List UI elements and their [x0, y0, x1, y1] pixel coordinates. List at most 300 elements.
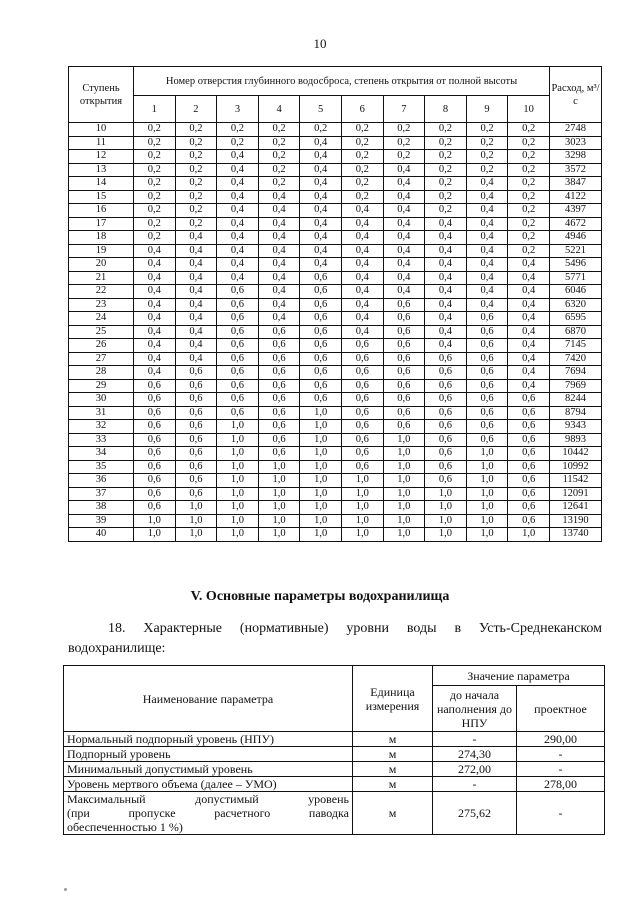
opening-cell: 0,2: [175, 190, 217, 204]
opening-cell: 0,6: [258, 447, 300, 461]
opening-cell: 0,6: [466, 366, 508, 380]
param-name-cell: [64, 792, 353, 835]
flow-cell: 13740: [550, 528, 602, 542]
param-name-line: обеспеченностью 1 %): [67, 820, 183, 834]
opening-cell: 0,6: [383, 406, 425, 420]
step-cell: 21: [69, 271, 134, 285]
opening-cell: 0,6: [425, 352, 467, 366]
opening-cell: 0,6: [134, 433, 176, 447]
opening-cell: 0,4: [217, 190, 259, 204]
opening-cell: 1,0: [217, 433, 259, 447]
step-cell: 32: [69, 420, 134, 434]
opening-cell: 0,6: [383, 393, 425, 407]
opening-cell: 0,6: [134, 447, 176, 461]
opening-cell: 0,6: [466, 339, 508, 353]
opening-cell: 0,2: [425, 204, 467, 218]
param-name-cell: Уровень мертвого объема (далее – УМО): [64, 777, 353, 792]
opening-cell: 0,6: [383, 325, 425, 339]
opening-cell: 0,6: [300, 339, 342, 353]
table-row: [69, 406, 602, 420]
opening-cell: 0,2: [383, 136, 425, 150]
step-cell: 40: [69, 528, 134, 542]
opening-cell: 1,0: [258, 528, 300, 542]
opening-cell: 0,4: [258, 285, 300, 299]
opening-cell: 0,4: [341, 271, 383, 285]
opening-cell: 0,6: [134, 460, 176, 474]
opening-cell: 0,6: [383, 339, 425, 353]
opening-cell: 0,4: [217, 163, 259, 177]
step-cell: 38: [69, 501, 134, 515]
opening-cell: 0,6: [217, 298, 259, 312]
opening-cell: 0,6: [258, 433, 300, 447]
opening-cell: 1,0: [466, 501, 508, 515]
opening-cell: 1,0: [383, 487, 425, 501]
opening-cell: 0,4: [300, 258, 342, 272]
opening-cell: 0,4: [217, 150, 259, 164]
opening-cell: 1,0: [425, 487, 467, 501]
opening-cell: 0,2: [508, 150, 550, 164]
opening-cell: 0,4: [300, 244, 342, 258]
paragraph-line-2: водохранилище:: [68, 641, 166, 656]
step-cell: 39: [69, 514, 134, 528]
step-cell: 12: [69, 150, 134, 164]
before-filling-cell: 272,00: [433, 762, 517, 777]
opening-cell: 0,4: [175, 244, 217, 258]
opening-cell: 0,4: [258, 271, 300, 285]
opening-cell: 0,6: [466, 379, 508, 393]
design-cell: 278,00: [517, 777, 605, 792]
opening-cell: 0,2: [134, 150, 176, 164]
opening-cell: 1,0: [300, 487, 342, 501]
opening-cell: 0,4: [175, 352, 217, 366]
step-cell: 35: [69, 460, 134, 474]
flow-cell: 7145: [550, 339, 602, 353]
opening-cell: 0,6: [425, 379, 467, 393]
flow-cell: 3572: [550, 163, 602, 177]
opening-cell: 0,4: [466, 217, 508, 231]
table-row: [69, 150, 602, 164]
opening-cell: 1,0: [341, 487, 383, 501]
opening-cell: 0,4: [383, 177, 425, 191]
opening-cell: 0,6: [425, 393, 467, 407]
opening-cell: 0,6: [175, 433, 217, 447]
opening-cell: 0,4: [466, 204, 508, 218]
paragraph-18: [68, 619, 602, 659]
opening-cell: 0,4: [508, 258, 550, 272]
opening-cell: 1,0: [258, 460, 300, 474]
table-row: [69, 474, 602, 488]
table-row: [69, 258, 602, 272]
opening-cell: 1,0: [258, 487, 300, 501]
flow-cell: 5771: [550, 271, 602, 285]
opening-cell: 0,6: [258, 339, 300, 353]
opening-cell: 0,4: [217, 204, 259, 218]
opening-cell: 0,4: [466, 271, 508, 285]
opening-cell: 0,4: [134, 244, 176, 258]
opening-cell: 0,4: [425, 312, 467, 326]
opening-cell: 0,6: [466, 325, 508, 339]
opening-cell: 0,6: [425, 447, 467, 461]
flow-cell: 6870: [550, 325, 602, 339]
flow-cell: 8244: [550, 393, 602, 407]
table-row: [69, 123, 602, 137]
opening-cell: 0,6: [258, 420, 300, 434]
opening-number-header: 1: [134, 96, 176, 123]
opening-cell: 0,2: [175, 204, 217, 218]
flow-cell: 9343: [550, 420, 602, 434]
opening-cell: 0,6: [175, 393, 217, 407]
step-cell: 20: [69, 258, 134, 272]
opening-cell: 0,4: [134, 339, 176, 353]
flow-cell: 7420: [550, 352, 602, 366]
flow-cell: 10992: [550, 460, 602, 474]
opening-cell: 0,2: [508, 190, 550, 204]
opening-cell: 0,6: [341, 433, 383, 447]
table-row: [69, 204, 602, 218]
opening-cell: 0,6: [300, 298, 342, 312]
opening-cell: 0,2: [217, 136, 259, 150]
opening-cell: 0,4: [300, 150, 342, 164]
opening-cell: 0,4: [425, 298, 467, 312]
unit-cell: м: [353, 732, 433, 747]
opening-cell: 0,6: [175, 487, 217, 501]
step-cell: 26: [69, 339, 134, 353]
opening-cell: 0,6: [425, 474, 467, 488]
opening-cell: 0,6: [300, 366, 342, 380]
opening-cell: 0,4: [425, 217, 467, 231]
opening-cell: 0,6: [508, 460, 550, 474]
opening-cell: 0,6: [341, 366, 383, 380]
opening-cell: 0,6: [175, 460, 217, 474]
opening-cell: 0,2: [425, 177, 467, 191]
table-row: [64, 732, 605, 747]
opening-cell: 0,2: [425, 150, 467, 164]
flow-cell: 6046: [550, 285, 602, 299]
opening-cell: 0,4: [134, 258, 176, 272]
opening-cell: 0,6: [341, 460, 383, 474]
opening-cell: 0,2: [425, 163, 467, 177]
opening-cell: 0,6: [466, 393, 508, 407]
opening-cell: 0,2: [134, 163, 176, 177]
flow-cell: 7694: [550, 366, 602, 380]
flow-cell: 4397: [550, 204, 602, 218]
opening-cell: 0,6: [508, 474, 550, 488]
opening-cell: 1,0: [217, 514, 259, 528]
opening-cell: 0,4: [134, 298, 176, 312]
opening-cell: 0,2: [341, 190, 383, 204]
opening-cell: 0,4: [466, 231, 508, 245]
opening-cell: 0,4: [258, 312, 300, 326]
table-row: [69, 217, 602, 231]
table-row: [64, 792, 605, 835]
flow-cell: 5496: [550, 258, 602, 272]
opening-cell: 0,4: [217, 258, 259, 272]
opening-cell: 0,6: [258, 406, 300, 420]
opening-cell: 0,2: [341, 177, 383, 191]
step-cell: 37: [69, 487, 134, 501]
opening-number-header: 7: [383, 96, 425, 123]
opening-cell: 0,2: [508, 204, 550, 218]
opening-cell: 1,0: [217, 528, 259, 542]
opening-cell: 0,2: [175, 217, 217, 231]
value-group-header: Значение параметра: [433, 666, 605, 686]
opening-cell: 0,4: [425, 231, 467, 245]
opening-cell: 0,2: [508, 217, 550, 231]
opening-number-header: 10: [508, 96, 550, 123]
opening-cell: 0,4: [341, 298, 383, 312]
before-filling-cell: 274,30: [433, 747, 517, 762]
table-row: [69, 420, 602, 434]
opening-number-header: 6: [341, 96, 383, 123]
opening-cell: 0,2: [466, 136, 508, 150]
opening-cell: 0,4: [508, 285, 550, 299]
opening-cell: 0,6: [134, 474, 176, 488]
opening-cell: 0,4: [508, 298, 550, 312]
table-row: [69, 433, 602, 447]
opening-cell: 0,6: [300, 325, 342, 339]
table-row: [69, 136, 602, 150]
opening-cell: 0,2: [383, 150, 425, 164]
param-name-cell: Подпорный уровень: [64, 747, 353, 762]
opening-cell: 0,4: [341, 244, 383, 258]
opening-cell: 1,0: [508, 528, 550, 542]
opening-cell: 0,6: [300, 312, 342, 326]
opening-cell: 0,6: [175, 474, 217, 488]
opening-cell: 0,6: [217, 285, 259, 299]
flow-cell: 4672: [550, 217, 602, 231]
flow-cell: 6320: [550, 298, 602, 312]
opening-cell: 0,2: [175, 177, 217, 191]
before-filling-cell: -: [433, 732, 517, 747]
opening-cell: 0,6: [258, 393, 300, 407]
opening-cell: 1,0: [466, 514, 508, 528]
opening-cell: 1,0: [258, 514, 300, 528]
step-cell: 22: [69, 285, 134, 299]
opening-cell: 0,2: [134, 123, 176, 137]
opening-cell: 0,4: [175, 325, 217, 339]
table-row: [69, 298, 602, 312]
opening-cell: 1,0: [300, 528, 342, 542]
opening-cell: 1,0: [217, 487, 259, 501]
opening-cell: 0,4: [217, 244, 259, 258]
param-name-header: Наименование параметра: [64, 666, 353, 732]
opening-cell: 0,2: [341, 150, 383, 164]
opening-cell: 1,0: [300, 406, 342, 420]
opening-cell: 0,2: [175, 150, 217, 164]
opening-cell: 0,4: [217, 217, 259, 231]
table-row: [69, 366, 602, 380]
opening-cell: 1,0: [466, 474, 508, 488]
opening-cell: 0,4: [383, 231, 425, 245]
opening-cell: 0,4: [341, 258, 383, 272]
opening-cell: 0,6: [341, 393, 383, 407]
opening-cell: 0,4: [425, 325, 467, 339]
opening-cell: 0,2: [508, 163, 550, 177]
flow-cell: 13190: [550, 514, 602, 528]
opening-cell: 1,0: [217, 420, 259, 434]
step-cell: 16: [69, 204, 134, 218]
before-filling-header: до начала наполнения до НПУ: [433, 686, 517, 732]
opening-cell: 0,4: [341, 285, 383, 299]
param-name-line: Максимальный допустимый уровень: [67, 792, 349, 806]
opening-cell: 1,0: [341, 514, 383, 528]
opening-cell: 0,6: [175, 366, 217, 380]
opening-cell: 0,6: [300, 393, 342, 407]
opening-cell: 0,2: [258, 136, 300, 150]
opening-cell: 0,4: [258, 217, 300, 231]
opening-number-header: 5: [300, 96, 342, 123]
opening-cell: 1,0: [217, 447, 259, 461]
flow-cell: 7969: [550, 379, 602, 393]
design-header: проектное: [517, 686, 605, 732]
before-filling-cell: -: [433, 777, 517, 792]
opening-cell: 0,4: [341, 217, 383, 231]
scan-dot: [64, 888, 67, 891]
table-row: [64, 777, 605, 792]
opening-cell: 0,4: [466, 298, 508, 312]
opening-cell: 0,4: [134, 312, 176, 326]
opening-cell: 0,6: [341, 406, 383, 420]
opening-cell: 0,6: [175, 420, 217, 434]
opening-cell: 0,2: [425, 136, 467, 150]
opening-cell: 1,0: [300, 447, 342, 461]
opening-cell: 0,6: [508, 433, 550, 447]
step-cell: 10: [69, 123, 134, 137]
levels-table: [63, 665, 605, 835]
opening-cell: 0,4: [258, 258, 300, 272]
opening-cell: 0,4: [508, 312, 550, 326]
opening-cell: 1,0: [383, 433, 425, 447]
opening-table: [68, 66, 602, 542]
opening-cell: 1,0: [175, 528, 217, 542]
opening-cell: 0,4: [425, 258, 467, 272]
opening-cell: 0,4: [383, 258, 425, 272]
flow-cell: 4122: [550, 190, 602, 204]
opening-cell: 0,4: [383, 217, 425, 231]
flow-cell: 4946: [550, 231, 602, 245]
opening-cell: 0,4: [425, 285, 467, 299]
step-cell: 28: [69, 366, 134, 380]
opening-cell: 0,4: [134, 271, 176, 285]
step-header: Ступень открытия: [69, 67, 134, 123]
design-cell: -: [517, 792, 605, 835]
opening-cell: 1,0: [300, 460, 342, 474]
opening-cell: 0,6: [258, 352, 300, 366]
opening-cell: 0,2: [134, 136, 176, 150]
table-row: [69, 177, 602, 191]
opening-cell: 0,4: [134, 366, 176, 380]
opening-cell: 0,6: [341, 420, 383, 434]
table-row: [69, 190, 602, 204]
opening-cell: 0,2: [134, 177, 176, 191]
opening-cell: 0,6: [175, 447, 217, 461]
opening-cell: 1,0: [300, 514, 342, 528]
table-row: [69, 312, 602, 326]
opening-cell: 0,2: [341, 136, 383, 150]
opening-cell: 0,6: [508, 393, 550, 407]
opening-cell: 1,0: [425, 514, 467, 528]
opening-cell: 0,2: [258, 150, 300, 164]
table-row: [69, 447, 602, 461]
opening-cell: 0,2: [508, 123, 550, 137]
opening-number-header: 3: [217, 96, 259, 123]
table-row: [69, 352, 602, 366]
opening-cell: 1,0: [466, 487, 508, 501]
step-cell: 13: [69, 163, 134, 177]
opening-cell: 0,6: [134, 501, 176, 515]
opening-cell: 0,4: [508, 352, 550, 366]
unit-cell: м: [353, 792, 433, 835]
step-cell: 23: [69, 298, 134, 312]
table-row: [69, 379, 602, 393]
opening-cell: 0,4: [508, 339, 550, 353]
table-row: [69, 244, 602, 258]
opening-cell: 1,0: [341, 528, 383, 542]
opening-cell: 1,0: [300, 474, 342, 488]
opening-cell: 0,4: [258, 298, 300, 312]
opening-cell: 0,4: [217, 231, 259, 245]
opening-cell: 0,2: [341, 123, 383, 137]
table-row: [69, 163, 602, 177]
opening-cell: 0,2: [134, 231, 176, 245]
table-row: [64, 747, 605, 762]
opening-cell: 0,6: [175, 379, 217, 393]
opening-cell: 0,6: [508, 514, 550, 528]
flow-cell: 5221: [550, 244, 602, 258]
opening-cell: 1,0: [341, 474, 383, 488]
opening-cell: 0,6: [175, 406, 217, 420]
opening-cell: 1,0: [425, 501, 467, 515]
opening-cell: 0,2: [508, 244, 550, 258]
opening-cell: 0,4: [466, 285, 508, 299]
opening-cell: 0,6: [466, 406, 508, 420]
opening-number-header: 8: [425, 96, 467, 123]
opening-cell: 1,0: [217, 474, 259, 488]
flow-cell: 3023: [550, 136, 602, 150]
flow-cell: 12641: [550, 501, 602, 515]
design-cell: 290,00: [517, 732, 605, 747]
opening-cell: 0,6: [425, 406, 467, 420]
step-cell: 25: [69, 325, 134, 339]
opening-cell: 0,4: [175, 258, 217, 272]
opening-cell: 0,6: [425, 420, 467, 434]
opening-cell: 0,6: [466, 352, 508, 366]
unit-cell: м: [353, 747, 433, 762]
opening-cell: 1,0: [175, 501, 217, 515]
opening-cell: 0,6: [341, 339, 383, 353]
opening-cell: 0,2: [425, 123, 467, 137]
opening-cell: 0,6: [134, 420, 176, 434]
opening-cell: 0,6: [134, 406, 176, 420]
opening-cell: 1,0: [383, 460, 425, 474]
flow-cell: 8794: [550, 406, 602, 420]
unit-header: Единица измерения: [353, 666, 433, 732]
opening-cell: 0,4: [134, 325, 176, 339]
opening-cell: 1,0: [300, 420, 342, 434]
design-cell: -: [517, 762, 605, 777]
step-cell: 11: [69, 136, 134, 150]
opening-cell: 0,6: [425, 433, 467, 447]
opening-cell: 0,4: [466, 244, 508, 258]
step-cell: 24: [69, 312, 134, 326]
opening-cell: 0,4: [508, 271, 550, 285]
opening-cell: 0,6: [508, 501, 550, 515]
opening-cell: 0,2: [258, 177, 300, 191]
design-cell: -: [517, 747, 605, 762]
opening-cell: 0,6: [300, 285, 342, 299]
table-row: [69, 285, 602, 299]
opening-cell: 0,2: [466, 123, 508, 137]
